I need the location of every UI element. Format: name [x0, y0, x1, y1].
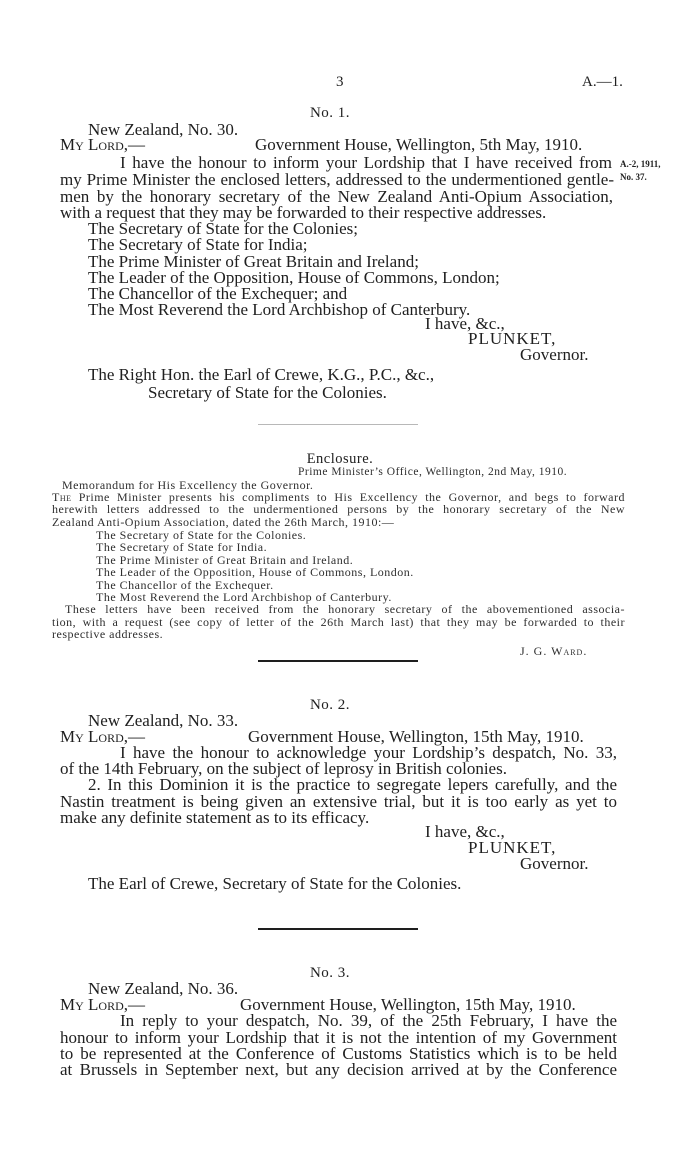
body-line: I have the honour to inform your Lordship that I have received from: [120, 153, 612, 172]
body-line: at Brussels in September next, but any decision arrived at by the Conference: [60, 1060, 617, 1079]
body-line: my Prime Minister the enclosed letters, addressed to the undermentioned gentle-: [60, 170, 614, 189]
recipient-item: The Secretary of State for India.: [96, 540, 268, 554]
addressee: The Right Hon. the Earl of Crewe, K.G., P.C., &c.,: [88, 365, 435, 384]
signature: PLUNKET,: [468, 838, 557, 857]
salutation: My Lord,—: [60, 135, 146, 154]
addressee: The Earl of Crewe, Secretary of State for the Colonies.: [88, 874, 462, 893]
body-line: In reply to your despatch, No. 39, of the 25th February, I have the: [120, 1011, 617, 1030]
salutation: My Lord,—: [60, 727, 146, 746]
note-line: These letters have been received from the honorary secretary of the abovementioned associa-: [65, 602, 625, 616]
margin-note: No. 37.: [620, 172, 647, 182]
recipient-item: The Most Reverend the Lord Archbishop of Canterbury.: [88, 300, 471, 319]
recipient-item: The Leader of the Opposition, House of Commons, London;: [88, 268, 500, 287]
despatch-reference: New Zealand, No. 36.: [88, 979, 239, 998]
body-line: men by the honorary secretary of the New Zealand Anti-Opium Association,: [60, 187, 613, 206]
body-line: with a request that they may be forwarded to their respective addresses.: [60, 203, 547, 222]
signature: J. G. Ward.: [520, 644, 588, 658]
body-line: Zealand Anti-Opium Association, dated the 26th March, 1910:—: [52, 515, 395, 529]
recipient-item: The Prime Minister of Great Britain and Ireland;: [88, 252, 419, 271]
body-line: to be represented at the Conference of Customs Statistics which is to be held: [60, 1044, 617, 1063]
despatch-heading-2: No. 2.: [309, 697, 351, 713]
signature: PLUNKET,: [468, 329, 557, 348]
recipient-item: The Most Reverend the Lord Archbishop of Canterbury.: [96, 590, 392, 604]
recipient-item: The Secretary of State for India;: [88, 235, 308, 254]
recipient-item: The Chancellor of the Exchequer; and: [88, 284, 348, 303]
despatch-heading-1: No. 1.: [309, 105, 351, 121]
office-dateline: Prime Minister’s Office, Wellington, 2nd May, 1910.: [298, 466, 568, 478]
note-line: tion, with a request (see copy of letter of the 26th March last) that they may be forwarded to their: [52, 615, 625, 629]
addressee: Secretary of State for the Colonies.: [148, 383, 387, 402]
body-line: 2. In this Dominion it is the practice to segregate lepers carefully, and the: [88, 775, 617, 794]
recipient-item: The Chancellor of the Exchequer.: [96, 578, 274, 592]
signatory-title: Governor.: [520, 854, 589, 873]
body-line: Nastin treatment is being given an extensive trial, but it is too early as yet to: [60, 792, 617, 811]
body-line: I have the honour to acknowledge your Lordship’s despatch, No. 33,: [120, 743, 617, 762]
section-divider: [258, 424, 418, 425]
despatch-reference: New Zealand, No. 30.: [88, 120, 239, 139]
recipient-item: The Secretary of State for the Colonies.: [96, 528, 307, 542]
despatch-heading-3: No. 3.: [309, 965, 351, 981]
body-line: honour to inform your Lordship that it is not the intention of my Government: [60, 1028, 617, 1047]
body-line: make any definite statement as to its efficacy.: [60, 808, 370, 827]
salutation: My Lord,—: [60, 995, 146, 1014]
body-line: herewith letters addressed to the undermentioned persons by the honorary secretary of the New: [52, 502, 625, 516]
note-line: respective addresses.: [52, 627, 164, 641]
recipient-item: The Leader of the Opposition, House of Commons, London.: [96, 565, 414, 579]
despatch-reference: New Zealand, No. 33.: [88, 711, 239, 730]
section-divider: [258, 928, 418, 930]
margin-note: A.-2, 1911,: [620, 159, 661, 169]
section-divider: [258, 660, 418, 662]
page-number: 3: [336, 74, 344, 90]
sender-address: Government House, Wellington, 15th May, 1910.: [240, 995, 576, 1014]
memo-heading: Memorandum for His Excellency the Governor.: [62, 478, 314, 492]
sender-address: Government House, Wellington, 5th May, 1910.: [255, 135, 583, 154]
body-line: The Prime Minister presents his compliments to His Excellency the Governor, and begs to forward: [52, 490, 625, 504]
closing: I have, &c.,: [425, 314, 505, 333]
paper-reference: A.—1.: [582, 74, 623, 90]
closing: I have, &c.,: [425, 822, 505, 841]
recipient-item: The Secretary of State for the Colonies;: [88, 219, 359, 238]
sender-address: Government House, Wellington, 15th May, 1910.: [248, 727, 584, 746]
body-line: of the 14th February, on the subject of leprosy in British colonies.: [60, 759, 507, 778]
enclosure-heading: Enclosure.: [306, 451, 374, 467]
recipient-item: The Prime Minister of Great Britain and Ireland.: [96, 553, 354, 567]
signatory-title: Governor.: [520, 345, 589, 364]
